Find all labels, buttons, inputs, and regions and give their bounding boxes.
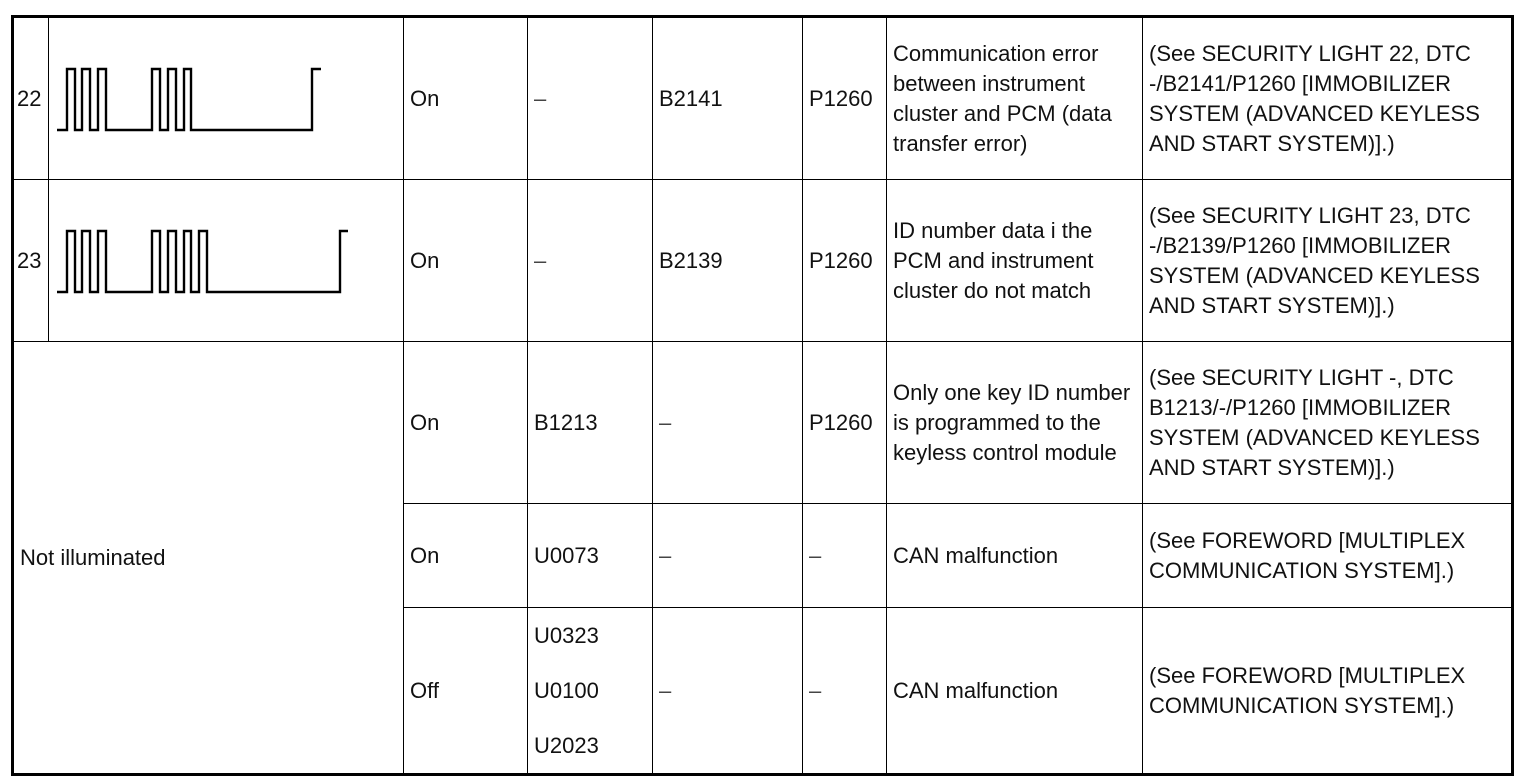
action-reference: (See SECURITY LIGHT -, DTC B1213/-/P1260 [IMMOBILIZER SYSTEM (ADVANCED KEYLESS AND START SYSTEM)].) xyxy=(1143,342,1513,504)
pcm-dtc: – xyxy=(803,608,887,775)
instrument-cluster-dtc: – xyxy=(653,504,803,608)
action-reference: (See FOREWORD [MULTIPLEX COMMUNICATION SYSTEM].) xyxy=(1143,504,1513,608)
keyless-module-dtc: – xyxy=(528,180,653,342)
flash-pattern-23 xyxy=(49,180,404,342)
table-row-23 xyxy=(13,180,1513,342)
instrument-cluster-dtc: B2141 xyxy=(653,17,803,180)
keyless-module-dtc: B1213 xyxy=(528,342,653,504)
keyless-module-dtc-list xyxy=(528,608,653,775)
keyless-module-dtc: U2023 xyxy=(534,733,599,758)
instrument-cluster-dtc: – xyxy=(653,608,803,775)
security-light-state: On xyxy=(404,504,528,608)
flash-pattern-waveform-22 xyxy=(49,19,404,179)
possible-cause: ID number data i the PCM and instrument cluster do not match xyxy=(887,180,1143,342)
flash-pattern-22 xyxy=(49,17,404,180)
instrument-cluster-dtc: – xyxy=(653,342,803,504)
action-reference: (See FOREWORD [MULTIPLEX COMMUNICATION SYSTEM].) xyxy=(1143,608,1513,775)
table-row-not-illuminated-1 xyxy=(13,342,1513,504)
pcm-dtc: P1260 xyxy=(803,180,887,342)
keyless-module-dtc: U0323 xyxy=(534,623,599,648)
dtc-table xyxy=(11,15,1514,776)
not-illuminated-label: Not illuminated xyxy=(13,342,404,775)
security-light-state: On xyxy=(404,342,528,504)
action-reference: (See SECURITY LIGHT 23, DTC -/B2139/P1260 [IMMOBILIZER SYSTEM (ADVANCED KEYLESS AND START SYSTEM)].) xyxy=(1143,180,1513,342)
security-light-state: Off xyxy=(404,608,528,775)
instrument-cluster-dtc: B2139 xyxy=(653,180,803,342)
security-light-number: 23 xyxy=(13,180,49,342)
pcm-dtc: – xyxy=(803,504,887,608)
pcm-dtc: P1260 xyxy=(803,17,887,180)
possible-cause: CAN malfunction xyxy=(887,504,1143,608)
table-row-22 xyxy=(13,17,1513,180)
flash-pattern-waveform-23 xyxy=(49,181,404,341)
keyless-module-dtc: U0100 xyxy=(534,678,599,703)
action-reference: (See SECURITY LIGHT 22, DTC -/B2141/P1260 [IMMOBILIZER SYSTEM (ADVANCED KEYLESS AND START SYSTEM)].) xyxy=(1143,17,1513,180)
possible-cause: CAN malfunction xyxy=(887,608,1143,775)
security-light-number: 22 xyxy=(13,17,49,180)
possible-cause: Communication error between instrument cluster and PCM (data transfer error) xyxy=(887,17,1143,180)
keyless-module-dtc: U0073 xyxy=(528,504,653,608)
security-light-state: On xyxy=(404,180,528,342)
keyless-module-dtc: – xyxy=(528,17,653,180)
pcm-dtc: P1260 xyxy=(803,342,887,504)
security-light-state: On xyxy=(404,17,528,180)
possible-cause: Only one key ID number is programmed to the keyless control module xyxy=(887,342,1143,504)
